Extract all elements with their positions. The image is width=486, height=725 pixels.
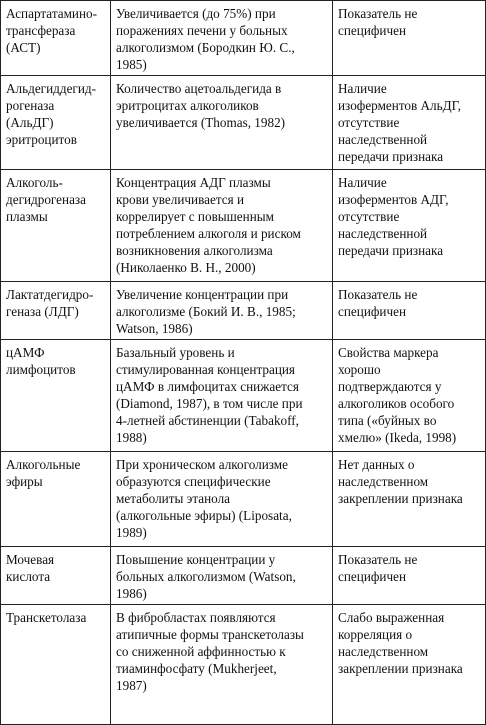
note-cell: Свойства маркера хорошо подтверждаются у алкоголиков особого типа («буйных во хмелю» (Ikeda, 1998) <box>333 340 486 452</box>
note-cell: Нет данных о наследственном закреплении признака <box>333 452 486 547</box>
table-row <box>1 170 486 282</box>
note-cell: Слабо выраженная корреляция о наследственном закреплении признака <box>333 605 486 725</box>
table-row <box>1 547 486 605</box>
marker-cell: Алкоголь- дегидрогеназа плазмы <box>1 170 111 282</box>
marker-cell: Алкогольные эфиры <box>1 452 111 547</box>
description-cell: При хроническом алкоголизме образуются специфические метаболиты этанола (алкогольные эфиры) (Liposata, 1989) <box>111 452 333 547</box>
table-row <box>1 452 486 547</box>
description-cell: Количество ацетоальдегида в эритроцитах алкоголиков увеличивается (Thomas, 1982) <box>111 76 333 170</box>
marker-cell: Аспартатамино- трансфераза (АСТ) <box>1 1 111 76</box>
marker-cell: Альдегиддегид- рогеназа (АльДГ) эритроцитов <box>1 76 111 170</box>
table-row <box>1 605 486 725</box>
table-row <box>1 1 486 76</box>
table-row <box>1 340 486 452</box>
note-cell: Показатель не специфичен <box>333 1 486 76</box>
table-row <box>1 76 486 170</box>
note-cell: Наличие изоферментов АДГ, отсутствие наследственной передачи признака <box>333 170 486 282</box>
description-cell: Увеличивается (до 75%) при поражениях печени у больных алкоголизмом (Бородкин Ю. С., 1985) <box>111 1 333 76</box>
description-cell: Концентрация АДГ плазмы крови увеличивается и коррелирует с повышенным потреблением алкоголя и риском возникновения алкоголизма (Николаенко В. Н., 2000) <box>111 170 333 282</box>
description-cell: Увеличение концентрации при алкоголизме (Бокий И. В., 1985; Watson, 1986) <box>111 282 333 340</box>
marker-cell: Транскетолаза <box>1 605 111 725</box>
note-cell: Показатель не специфичен <box>333 282 486 340</box>
table-row <box>1 282 486 340</box>
description-cell: Базальный уровень и стимулированная концентрация цАМФ в лимфоцитах снижается (Diamond, 1987), в том числе при 4-летней абстиненции (Tabakoff, 1988) <box>111 340 333 452</box>
description-cell: Повышение концентрации у больных алкоголизмом (Watson, 1986) <box>111 547 333 605</box>
marker-cell: Лактатдегидро- геназа (ЛДГ) <box>1 282 111 340</box>
note-cell: Наличие изоферментов АльДГ, отсутствие наследственной передачи признака <box>333 76 486 170</box>
description-cell: В фибробластах появляются атипичные формы транскетолазы со сниженной аффинностью к тиаминфосфату (Mukherjeet, 1987) <box>111 605 333 725</box>
marker-cell: цАМФ лимфоцитов <box>1 340 111 452</box>
note-cell: Показатель не специфичен <box>333 547 486 605</box>
marker-cell: Мочевая кислота <box>1 547 111 605</box>
